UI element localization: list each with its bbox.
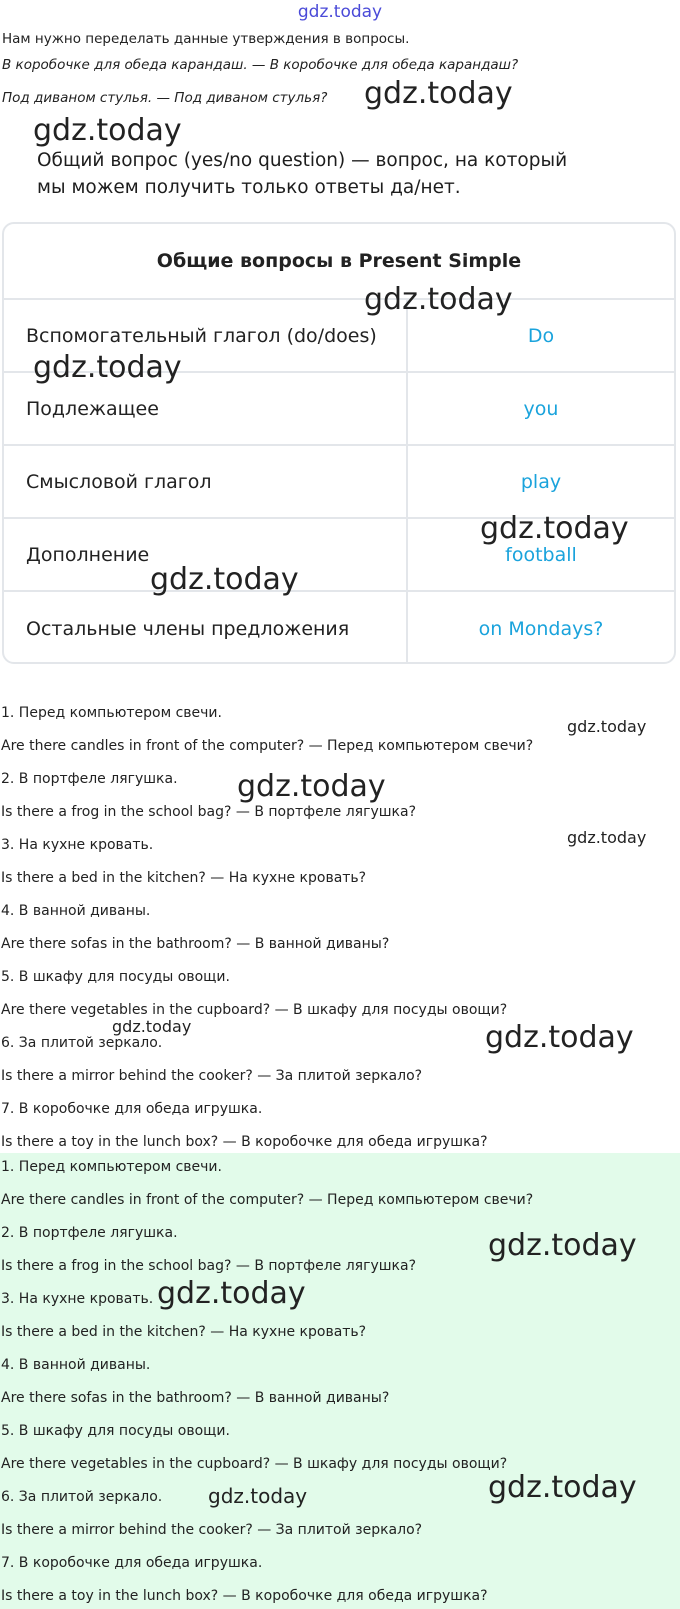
list-item: Is there a frog in the school bag? — В портфеле лягушка? bbox=[1, 804, 417, 820]
watermark: gdz.today bbox=[364, 282, 513, 317]
table-cell-label: Дополнение bbox=[4, 519, 408, 590]
list-item: 1. Перед компьютером свечи. bbox=[1, 705, 222, 721]
list-item: 6. За плитой зеркало. bbox=[1, 1489, 163, 1505]
list-item: 6. За плитой зеркало. bbox=[1, 1035, 163, 1051]
list-item: Are there candles in front of the computer? — Перед компьютером свечи? bbox=[1, 1192, 534, 1208]
watermark: gdz.today bbox=[237, 769, 386, 804]
list-item: 4. В ванной диваны. bbox=[1, 1357, 151, 1373]
table-cell-value: play bbox=[520, 470, 562, 493]
intro-example-1: В коробочке для обеда карандаш. — В коробочке для обеда карандаш? bbox=[2, 57, 519, 73]
table-cell-label: Смысловой глагол bbox=[4, 446, 408, 517]
watermark: gdz.today bbox=[33, 113, 182, 148]
list-item: Are there vegetables in the cupboard? — В шкафу для посуды овощи? bbox=[1, 1456, 508, 1472]
list-item: 7. В коробочке для обеда игрушка. bbox=[1, 1555, 263, 1571]
watermark: gdz.today bbox=[364, 76, 513, 111]
watermark: gdz.today bbox=[488, 1470, 637, 1505]
list-item: Are there sofas in the bathroom? — В ванной диваны? bbox=[1, 1390, 390, 1406]
table-cell-label: Подлежащее bbox=[4, 373, 408, 444]
watermark: gdz.today bbox=[567, 717, 647, 736]
table-cell-label: Вспомогательный глагол (do/does) bbox=[4, 300, 408, 371]
list-item: Is there a mirror behind the cooker? — За плитой зеркало? bbox=[1, 1522, 423, 1538]
table-row bbox=[4, 592, 674, 664]
list-item: 3. На кухне кровать. bbox=[1, 1291, 154, 1307]
watermark: gdz.today bbox=[488, 1228, 637, 1263]
watermark: gdz.today bbox=[208, 1484, 308, 1508]
watermark: gdz.today bbox=[157, 1276, 306, 1311]
table-row bbox=[4, 446, 674, 519]
watermark: gdz.today bbox=[33, 350, 182, 385]
site-logo[interactable]: gdz.today bbox=[297, 2, 383, 22]
list-item: 7. В коробочке для обеда игрушка. bbox=[1, 1101, 263, 1117]
list-item: Is there a bed in the kitchen? — На кухне кровать? bbox=[1, 870, 367, 886]
table-cell-label: Остальные члены предложения bbox=[4, 592, 408, 664]
list-item: 4. В ванной диваны. bbox=[1, 903, 151, 919]
list-item: Are there sofas in the bathroom? — В ванной диваны? bbox=[1, 936, 390, 952]
answer-block bbox=[0, 1153, 680, 1609]
list-item: 3. На кухне кровать. bbox=[1, 837, 154, 853]
table-cell-value: on Mondays? bbox=[478, 617, 604, 640]
table-cell-value: you bbox=[523, 397, 559, 420]
list-item: 1. Перед компьютером свечи. bbox=[1, 1159, 222, 1175]
list-item: 2. В портфеле лягушка. bbox=[1, 1225, 178, 1241]
table-cell-value: Do bbox=[527, 324, 555, 347]
table-cell-value: football bbox=[505, 543, 577, 566]
list-item: Are there candles in front of the computer? — Перед компьютером свечи? bbox=[1, 738, 534, 754]
list-item: Are there vegetables in the cupboard? — В шкафу для посуды овощи? bbox=[1, 1002, 508, 1018]
definition-line-2: мы можем получить только ответы да/нет. bbox=[37, 177, 461, 198]
watermark: gdz.today bbox=[150, 562, 299, 597]
list-item: 2. В портфеле лягушка. bbox=[1, 771, 178, 787]
watermark: gdz.today bbox=[112, 1017, 192, 1036]
list-item: Is there a bed in the kitchen? — На кухне кровать? bbox=[1, 1324, 367, 1340]
grammar-table bbox=[2, 222, 676, 664]
watermark: gdz.today bbox=[567, 828, 647, 847]
table-title: Общие вопросы в Present Simple bbox=[4, 224, 674, 300]
watermark: gdz.today bbox=[480, 511, 629, 546]
watermark: gdz.today bbox=[485, 1020, 634, 1055]
intro-text: Нам нужно переделать данные утверждения в вопросы. bbox=[2, 31, 410, 47]
list-item: Is there a mirror behind the cooker? — За плитой зеркало? bbox=[1, 1068, 423, 1084]
list-item: 5. В шкафу для посуды овощи. bbox=[1, 969, 230, 985]
definition-line-1: Общий вопрос (yes/no question) — вопрос, на который bbox=[37, 150, 568, 171]
list-item: 5. В шкафу для посуды овощи. bbox=[1, 1423, 230, 1439]
list-item: Is there a toy in the lunch box? — В коробочке для обеда игрушка? bbox=[1, 1588, 488, 1604]
list-item: Is there a frog in the school bag? — В портфеле лягушка? bbox=[1, 1258, 417, 1274]
list-item: Is there a toy in the lunch box? — В коробочке для обеда игрушка? bbox=[1, 1134, 488, 1150]
intro-example-2: Под диваном стулья. — Под диваном стулья? bbox=[2, 90, 328, 106]
